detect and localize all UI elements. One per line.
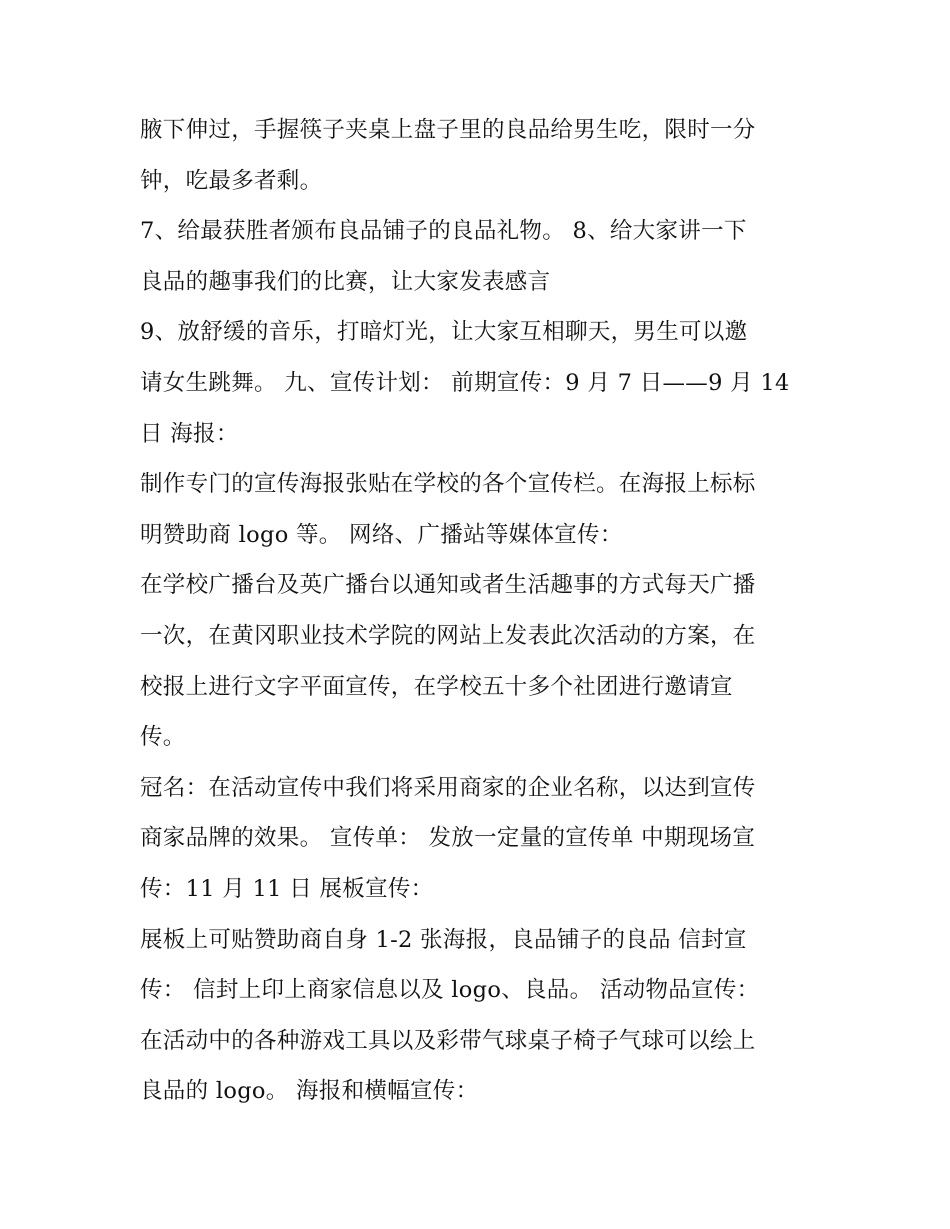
text-line: 制作专门的宣传海报张贴在学校的各个宣传栏。在海报上标标 — [140, 471, 756, 498]
text-line: 一次，在黄冈职业技术学院的网站上发表此次活动的方案，在 — [140, 622, 756, 649]
text-line: 展板上可贴赞助商自身 1-2 张海报，良品铺子的良品 信封宣 — [140, 926, 747, 953]
text-line: 在学校广播台及英广播台以通知或者生活趣事的方式每天广播 — [140, 572, 756, 599]
text-line: 在活动中的各种游戏工具以及彩带气球桌子椅子气球可以绘上 — [140, 1027, 756, 1054]
text-line: 明赞助商 logo 等。 网络、广播站等媒体宣传： — [140, 521, 623, 548]
text-line: 9、放舒缓的音乐，打暗灯光，让大家互相聊天，男生可以邀 — [140, 319, 748, 346]
text-line: 请女生跳舞。 九、宣传计划： 前期宣传：9 月 7 日——9 月 14 — [140, 369, 790, 396]
text-line: 校报上进行文字平面宣传，在学校五十多个社团进行邀请宣 — [140, 673, 733, 700]
body-text — [140, 105, 820, 1117]
text-line: 传：11 月 11 日 展板宣传： — [140, 875, 434, 902]
text-line: 传。 — [140, 724, 186, 751]
text-line: 腋下伸过，手握筷子夹桌上盘子里的良品给男生吃，限时一分 — [140, 117, 756, 143]
text-line: 良品的 logo。 海报和横幅宣传： — [140, 1078, 479, 1105]
text-line: 良品的趣事我们的比赛，让大家发表感言 — [140, 268, 551, 295]
text-line: 7、给最获胜者颁布良品铺子的良品礼物。 8、给大家讲一下 — [140, 218, 747, 245]
text-line: 冠名：在活动宣传中我们将采用商家的企业名称，以达到宣传 — [140, 774, 756, 801]
text-line: 日 海报： — [140, 420, 239, 447]
text-line: 钟，吃最多者剩。 — [140, 167, 323, 194]
text-line: 传： 信封上印上商家信息以及 logo、良品。 活动物品宣传： — [140, 977, 760, 1004]
text-line: 商家品牌的效果。 宣传单： 发放一定量的宣传单 中期现场宣 — [140, 825, 756, 852]
